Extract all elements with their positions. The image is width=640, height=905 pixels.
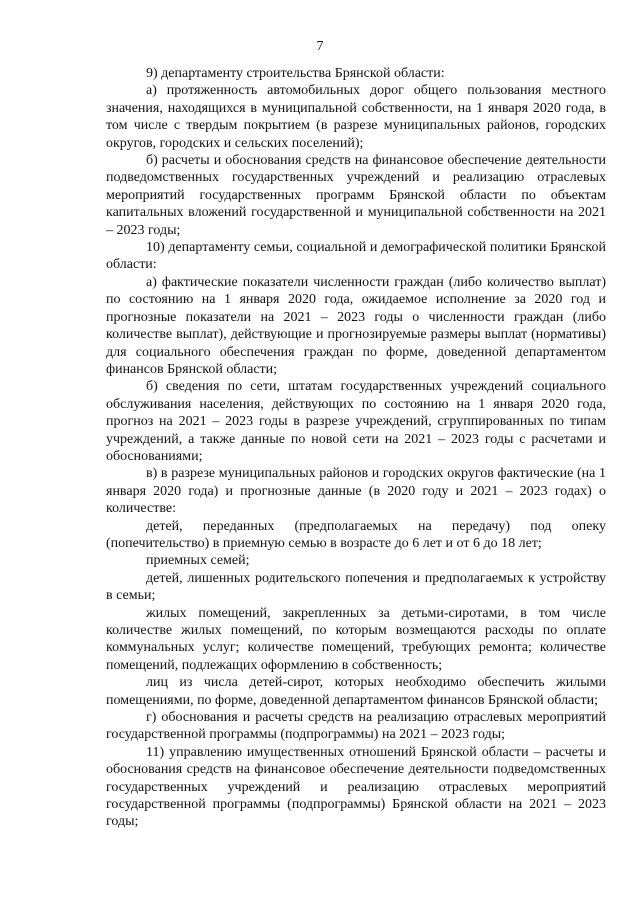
paragraph-item-9a: а) протяженность автомобильных дорог общего пользования местного значения, находящихся в муниципальной собственности, на 1 января 2020 года, в том числе с твердым покрытием (в разрезе муниципальных районов, городских округов, городских и сельских поселений); bbox=[106, 83, 606, 151]
paragraph-housing-orphans: жилых помещений, закрепленных за детьми-сиротами, в том числе количестве жилых помещений, по которым возмещаются расходы по оплате коммунальных услуг; количестве помещений, требующих ремонта; количестве помещений, подлежащих оформлению в собственность; bbox=[106, 605, 606, 673]
paragraph-item-9b: б) расчеты и обоснования средств на финансовое обеспечение деятельности подведомственных государственных учреждений и реализацию отраслевых мероприятий государственных программ Брянской области по объектам капитальных вложений государственной и муниципальной собственности на 2021 – 2023 годы; bbox=[106, 153, 606, 238]
paragraph-orphans-housing-need: лиц из числа детей-сирот, которых необходимо обеспечить жилыми помещениями, по форме, доведенной департаментом финансов Брянской области; bbox=[106, 675, 606, 708]
page-number: 7 bbox=[316, 39, 324, 54]
paragraph-item-10v: в) в разрезе муниципальных районов и городских округов фактические (на 1 января 2020 года) и прогнозные данные (в 2020 году и 2021 – 2023 годах) о количестве: bbox=[106, 466, 606, 517]
paragraph-children-without-care: детей, лишенных родительского попечения и предполагаемых к устройству в семьи; bbox=[106, 570, 606, 604]
paragraph-item-10g: г) обоснования и расчеты средств на реализацию отраслевых мероприятий государственной программы (подпрограммы) на 2021 – 2023 годы; bbox=[106, 710, 606, 743]
document-body bbox=[106, 65, 606, 831]
paragraph-item-10b: б) сведения по сети, штатам государственных учреждений социального обслуживания населения, действующих по состоянию на 1 января 2020 года, прогноз на 2021 – 2023 годы в разрезе учреждений, сгруппированных по типам учреждений, а также данные по новой сети на 2021 – 2023 годы с расчетами и обоснованиями; bbox=[106, 379, 606, 464]
paragraph-item-10a: а) фактические показатели численности граждан (либо количество выплат) по состоянию на 1 января 2020 года, ожидаемое исполнение за 2020 год и прогнозные показатели на 2021 – 2023 годы о численности граждан (либо количестве выплат), действующие и прогнозируемые размеры выплат (нормативы) для социального обеспечения граждан по форме, доведенной департаментом финансов Брянской области; bbox=[106, 274, 606, 377]
paragraph-item-11: 11) управлению имущественных отношений Брянской области – расчеты и обоснования средств на финансовое обеспечение деятельности подведомственных государственных учреждений и реализацию отраслевых мероприятий государственной программы (подпрограммы) Брянской области на 2021 – 2023 годы; bbox=[106, 744, 606, 830]
paragraph-item-9: 9) департаменту строительства Брянской области: bbox=[146, 66, 445, 81]
paragraph-children-guardianship: детей, переданных (предполагаемых на передачу) под опеку (попечительство) в приемную семью в возрасте до 6 лет и от 6 до 18 лет; bbox=[106, 518, 606, 551]
paragraph-item-10: 10) департаменту семьи, социальной и демографической политики Брянской области: bbox=[106, 240, 606, 273]
paragraph-foster-families: приемных семей; bbox=[146, 553, 250, 569]
